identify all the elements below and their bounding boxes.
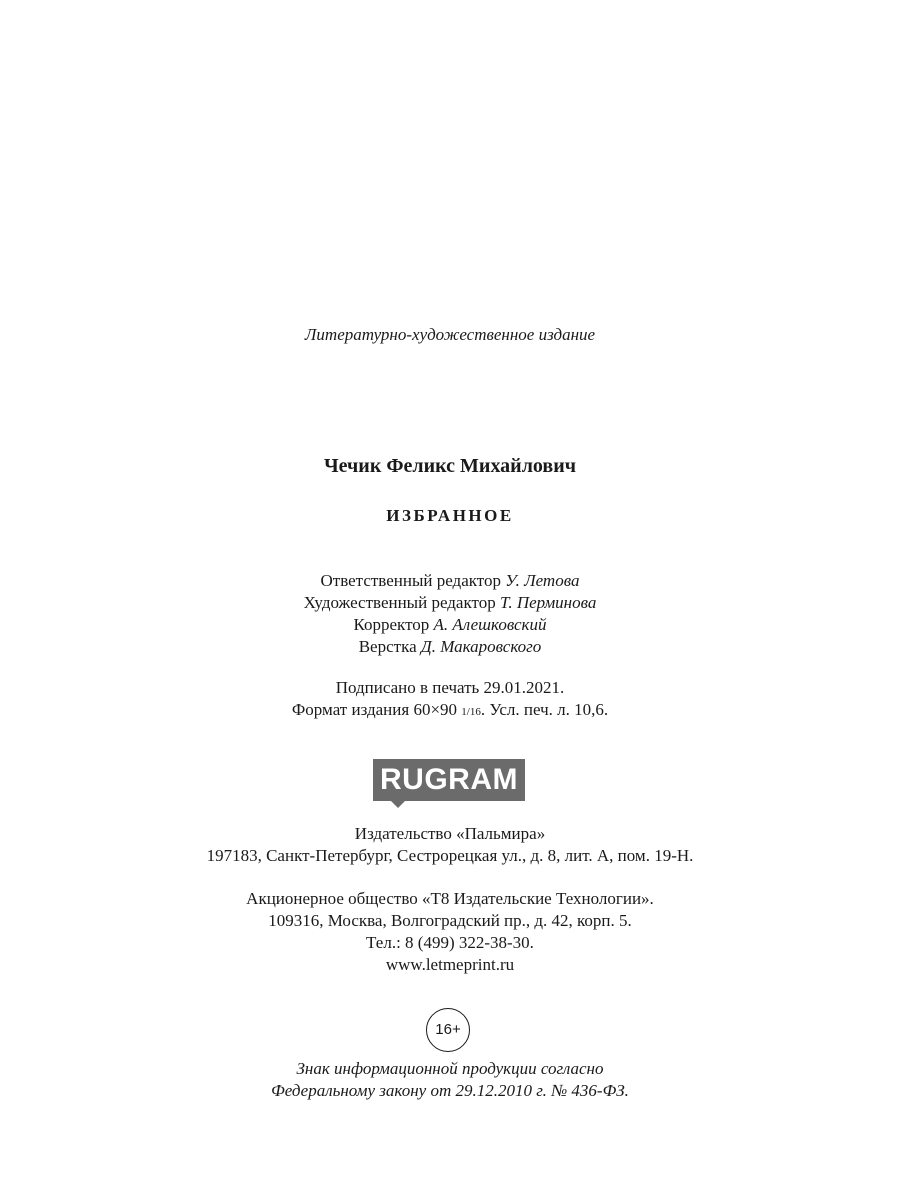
printer-phone: Тел.: 8 (499) 322-38-30. — [366, 933, 534, 952]
age-rating-badge: 16+ — [426, 1008, 470, 1052]
credits-block — [0, 570, 900, 658]
credit-line — [0, 592, 900, 614]
genre-caption: Литературно-художественное издание — [304, 325, 596, 344]
legal-line: Знак информационной продукции согласно — [296, 1059, 604, 1078]
format-suffix: . Усл. печ. л. 10,6. — [480, 700, 609, 719]
publisher-name: Издательство «Пальмира» — [354, 824, 546, 843]
legal-notice — [0, 1058, 900, 1102]
printer-address: 109316, Москва, Волгоградский пр., д. 42, корп. 5. — [268, 911, 632, 930]
publisher-address: 197183, Санкт-Петербург, Сестрорецкая ул., д. 8, лит. А, пом. 19-Н. — [206, 846, 694, 865]
credit-role: Художественный редактор — [303, 593, 496, 612]
credit-line — [0, 614, 900, 636]
format-prefix: Формат издания 60×90 — [291, 700, 462, 719]
rugram-logo: RUGRAM — [373, 759, 525, 801]
signed-date: Подписано в печать 29.01.2021. — [335, 678, 565, 697]
printer-block — [0, 888, 900, 976]
credit-person: А. Алешковский — [433, 615, 547, 634]
credit-person: Т. Перминова — [499, 593, 597, 612]
format-line — [0, 699, 900, 723]
rugram-logo-tail — [391, 801, 405, 808]
printer-name: Акционерное общество «Т8 Издательские Технологии». — [246, 889, 654, 908]
publisher-block — [0, 823, 900, 867]
legal-line: Федеральному закону от 29.12.2010 г. № 436-ФЗ. — [271, 1081, 629, 1100]
credit-role: Корректор — [353, 615, 430, 634]
credit-person: У. Летова — [505, 571, 580, 590]
credit-role: Верстка — [358, 637, 417, 656]
credit-person: Д. Макаровского — [420, 637, 542, 656]
credit-line — [0, 636, 900, 658]
book-title: ИЗБРАННОЕ — [386, 506, 514, 525]
format-fraction: 1/16 — [461, 706, 481, 718]
credit-role: Ответственный редактор — [320, 571, 501, 590]
printer-website: www.letmeprint.ru — [385, 955, 515, 974]
credit-line — [0, 570, 900, 592]
print-info — [0, 677, 900, 723]
author-name: Чечик Феликс Михайлович — [323, 455, 577, 477]
